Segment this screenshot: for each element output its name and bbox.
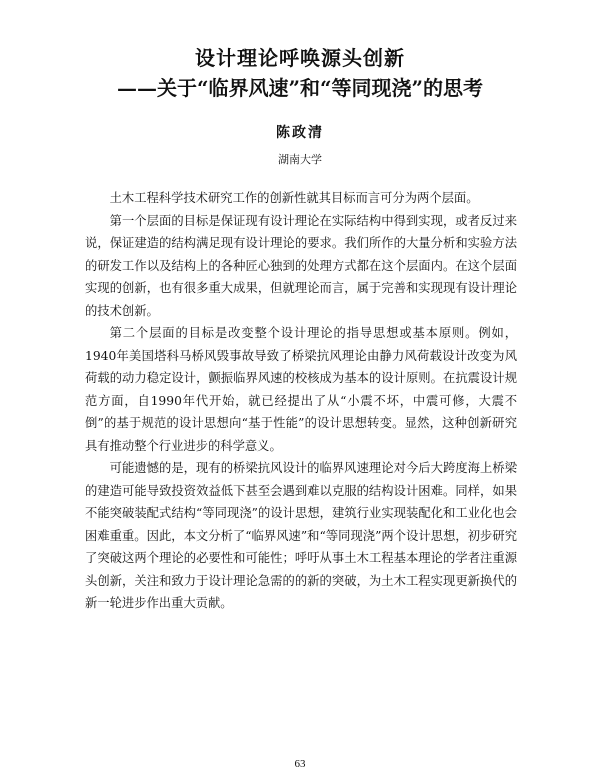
author-name: 陈政清 [276,125,324,141]
paragraph-4: 可能遗憾的是，现有的桥梁抗风设计的临界风速理论对今后大跨度海上桥梁的建造可能导致投资效益低下甚至会遇到难以克服的结构设计困难。同样，如果不能突破装配式结构“等同现浇”的设计思想，建筑行业实现装配化和工业化也会困难重重。因此，本文分析了“临界风速”和“等同现浇”两个设计思想，初步研究了突破这两个理论的必要性和可能性；呼吁从事土木工程基本理论的学者注重源头创新，关注和致力于设计理论急需的的新的突破，为土木工程实现更新换代的新一轮进步作出重大贡献。 [85,461,517,610]
article-body [85,187,517,615]
title-line-2: ——关于“临界风速”和“等同现浇”的思考 [116,76,483,100]
paragraph-3: 第二个层面的目标是改变整个设计理论的指导思想或基本原则。例如，1940年美国塔科马桥风毁事故导致了桥梁抗风理论由静力风荷载设计改变为风荷载的动力稳定设计，颤振临界风速的校核成为基本的设计原则。在抗震设计规范方面，自1990年代开始，就已经提出了从“小震不坏，中震可修，大震不倒”的基于规范的设计思想向“基于性能”的设计思想转变。显然，这种创新研究具有推动整个行业进步的科学意义。 [85,326,517,453]
paragraph-2: 第一个层面的目标是保证现有设计理论在实际结构中得到实现，或者反过来说，保证建造的结构满足现有设计理论的要求。我们所作的大量分析和实验方法的研发工作以及结构上的各种匠心独到的处理方式都在这个层面内。在这个层面实现的创新，也有很多重大成果，但就理论而言，属于完善和实现现有设计理论的技术创新。 [85,213,517,318]
author-affiliation: 湖南大学 [278,153,322,166]
title-line-1: 设计理论呼唤源头创新 [195,46,405,70]
paragraph-1: 土木工程科学技术研究工作的创新性就其目标而言可分为两个层面。 [109,191,479,205]
page-number: 63 [294,758,306,770]
